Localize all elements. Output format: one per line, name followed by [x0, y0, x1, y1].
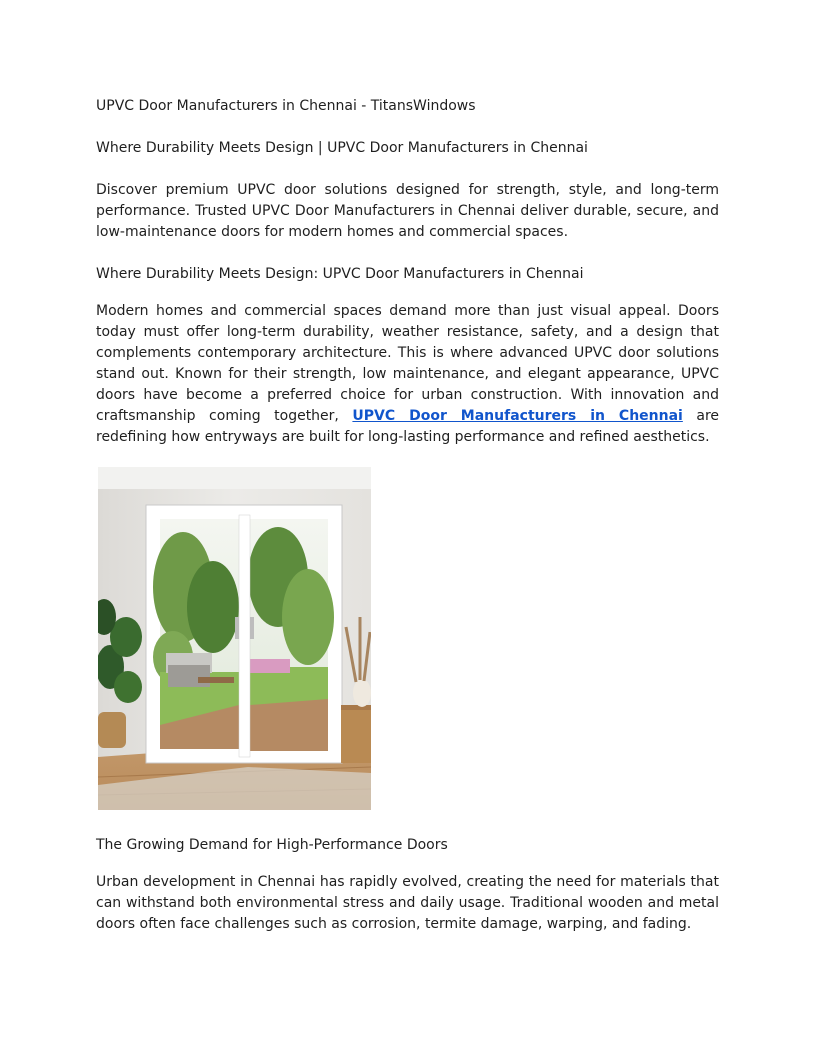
upvc-door-photo [98, 467, 371, 810]
heading-durability-design-2: Where Durability Meets Design: UPVC Door Manufacturers in Chennai [96, 266, 584, 282]
upvc-door-manufacturers-link[interactable]: UPVC Door Manufacturers in Chennai [352, 408, 683, 424]
paragraph-text-after-link: are redefining how entryways are built for long-lasting performance and refined aesthetics. [96, 408, 720, 445]
intro-paragraph: Discover premium UPVC door solutions designed for strength, style, and long-term performance. Trusted UPVC Door Manufacturers in Chennai deliver durable, secure, and low-maintenance doors for modern homes and commercial spaces. [96, 182, 719, 240]
heading-durability-design: Where Durability Meets Design | UPVC Door Manufacturers in Chennai [96, 140, 588, 156]
document-title: UPVC Door Manufacturers in Chennai - TitansWindows [96, 98, 476, 114]
paragraph-text-before-link: Modern homes and commercial spaces demand more than just visual appeal. Doors today must offer long-term durability, weather resistance, safety, and a design that complements contemporary architecture. This is where advanced UPVC door solutions stand out. Known for their strength, low maintenance, and elegant appearance, UPVC doors have become a preferred choice for urban construction. With innovation and craftsmanship coming together, [96, 303, 719, 424]
paragraph-urban-development: Urban development in Chennai has rapidly evolved, creating the need for materials that can withstand both environmental stress and daily usage. Traditional wooden and metal doors often face challenges such as corrosion, termite damage, warping, and fading. [96, 874, 719, 932]
paragraph-modern-homes [96, 301, 719, 448]
heading-growing-demand: The Growing Demand for High-Performance Doors [96, 837, 448, 853]
